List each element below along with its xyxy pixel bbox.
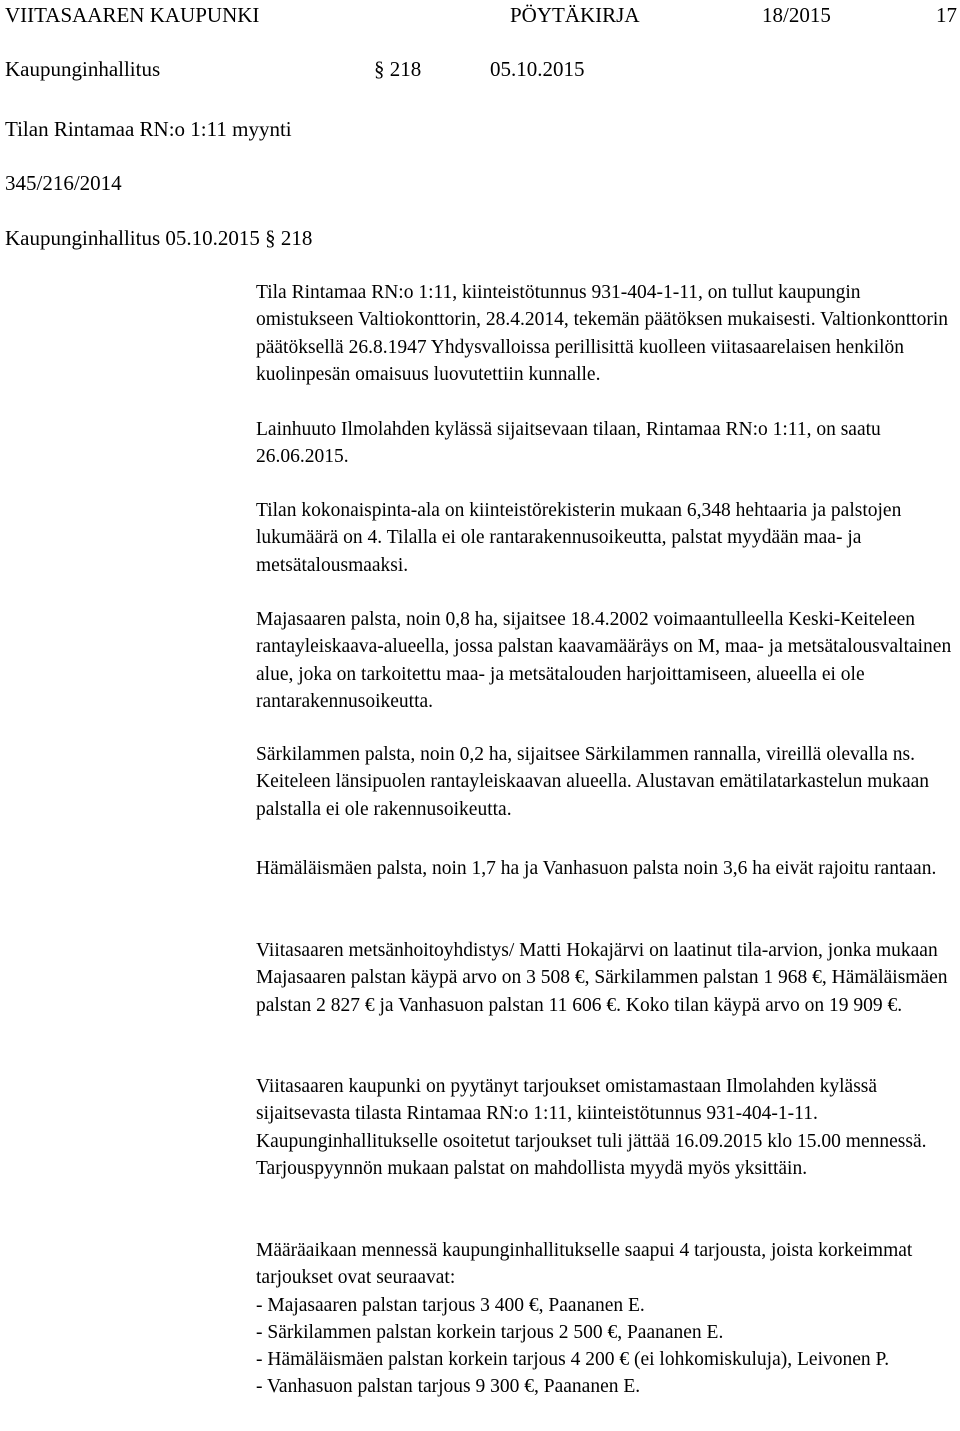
offer-item: - Särkilammen palstan korkein tarjous 2 500 €, Paananen E. (256, 1321, 724, 1343)
paragraph-area: Tilan kokonaispinta-ala on kiinteistörekisterin mukaan 6,348 hehtaaria ja palstojen lukumäärä on 4. Tilalla ei ole rantarakennusoikeutta, palstat myydään maa- ja metsätalousmaaksi. (256, 500, 902, 576)
paragraph-majasaari: Majasaaren palsta, noin 0,8 ha, sijaitsee 18.4.2002 voimaantulleella Keski-Keiteleen rantayleiskaava-alueella, jossa palstan kaavamääräys on M, maa- ja metsätalousvaltainen alue, joka on tarkoitettu maa- ja metsätalouden harjoittamiseen, alueella ei ole rantarakennusoikeutta. (256, 609, 952, 712)
diary-number: 345/216/2014 (5, 171, 122, 195)
page-number: 17 (936, 3, 957, 27)
organization-name: VIITASAAREN KAUPUNKI (5, 3, 260, 27)
offers-intro: Määräaikaan mennessä kaupunginhallitukselle saapui 4 tarjousta, joista korkeimmat tarjoukset ovat seuraavat: (256, 1240, 913, 1289)
paragraph-ownership: Tila Rintamaa RN:o 1:11, kiinteistötunnus 931-404-1-11, on tullut kaupungin omistukseen Valtiokonttorin, 28.4.2014, tekemän päätöksen mukaisesti. Valtionkonttorin päätöksellä 26.8.1947 Yhdysvalloissa perillisittä kuolleen viitasaarelaisen henkilön kuolinpesän omaisuus luovutettiin kunnalle. (256, 282, 948, 385)
paragraph-valuation: Viitasaaren metsänhoitoyhdistys/ Matti Hokajärvi on laatinut tila-arvion, jonka mukaan Majasaaren palstan käypä arvo on 3 508 €, Särkilammen palstan 1 968 €, Hämäläismäen palstan 2 827 € ja Vanhasuon palstan 11 606 €. Koko tilan käypä arvo on 19 909 €. (256, 940, 948, 1016)
matter-title: Tilan Rintamaa RN:o 1:11 myynti (5, 117, 292, 141)
meeting-body: Kaupunginhallitus (5, 57, 161, 81)
paragraph-hamalaismaki: Hämäläismäen palsta, noin 1,7 ha ja Vanhasuon palsta noin 3,6 ha eivät rajoitu rantaan. (256, 858, 937, 879)
offer-item: - Majasaaren palstan tarjous 3 400 €, Paananen E. (256, 1294, 645, 1316)
document-number: 18/2015 (762, 3, 831, 27)
paragraph-sarkilampi: Särkilammen palsta, noin 0,2 ha, sijaitsee Särkilammen rannalla, vireillä olevalla ns. Keiteleen länsipuolen rantayleiskaavan alueella. Alustavan emätilatarkastelun mukaan palstalla ei ole rakennusoikeutta. (256, 744, 930, 820)
document-type: PÖYTÄKIRJA (510, 3, 640, 27)
offers-section (256, 1237, 956, 1401)
offer-item: - Vanhasuon palstan tarjous 9 300 €, Paananen E. (256, 1376, 641, 1398)
paragraph-call-for-offers: Viitasaaren kaupunki on pyytänyt tarjoukset omistamastaan Ilmolahden kylässä sijaitsevasta tilasta Rintamaa RN:o 1:11, kiinteistötunnus 931-404-1-11. Kaupunginhallitukselle osoitetut tarjoukset tuli jättää 16.09.2015 klo 15.00 mennessä. Tarjouspyynnön mukaan palstat on mahdollista myydä myös yksittäin. (256, 1076, 927, 1179)
section-number: § 218 (374, 57, 422, 81)
offer-item: - Hämäläismäen palstan korkein tarjous 4 200 € (ei lohkomiskuluja), Leivonen P. (256, 1349, 890, 1371)
handling-line: Kaupunginhallitus 05.10.2015 § 218 (5, 226, 313, 250)
paragraph-title-deed: Lainhuuto Ilmolahden kylässä sijaitsevaan tilaan, Rintamaa RN:o 1:11, on saatu 26.06.2015. (256, 419, 881, 468)
meeting-date: 05.10.2015 (490, 57, 585, 81)
